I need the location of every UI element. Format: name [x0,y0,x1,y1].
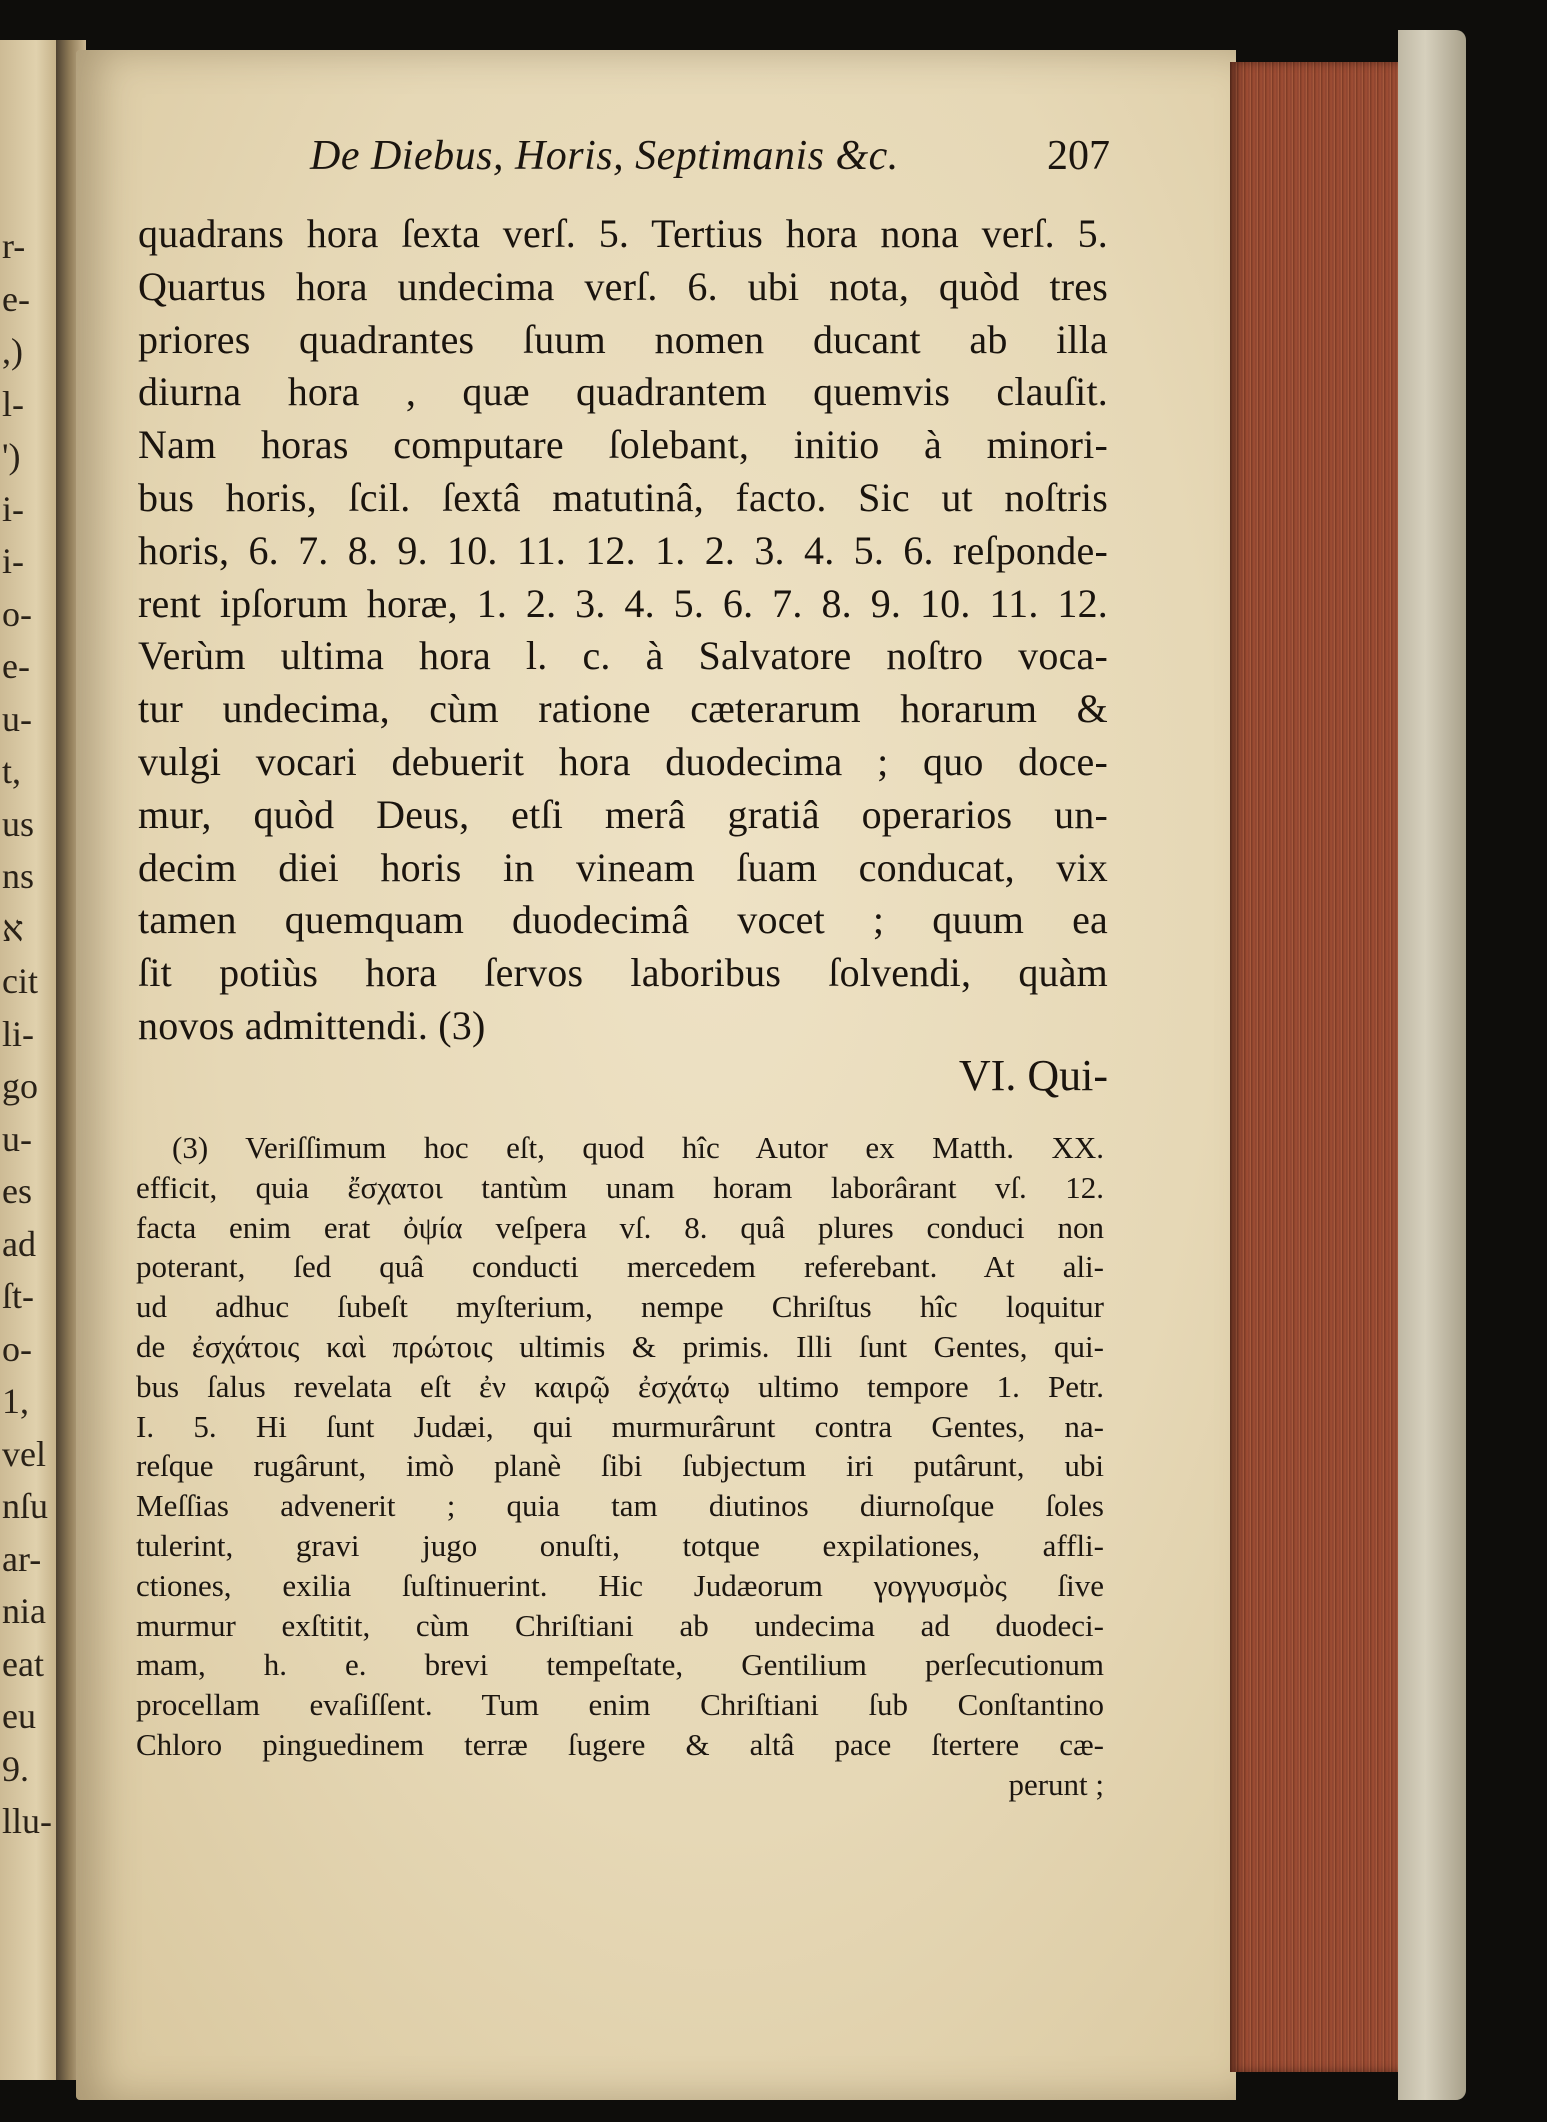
left-page-fragments [2,220,62,1848]
page-edges [1230,62,1400,2072]
left-page-fragment: ') [2,436,21,476]
footnote-line: poterant, ſed quâ conducti mercedem referebant. At ali- [136,1249,1104,1285]
left-page-fragment: e- [2,646,30,686]
footnote-line: facta enim erat ὀψία veſpera vſ. 8. quâ plures conduci non [136,1209,1104,1245]
footnote-line: (3) Veriſſimum hoc eſt, quod hîc Autor ex Matth. XX. [172,1130,1104,1165]
main-text [138,208,1108,1053]
footnote-line: bus ſalus revelata eſt ἐν καιρῷ ἐσχάτῳ ultimo tempore 1. Petr. [136,1368,1104,1404]
text-line: rent ipſorum horæ, 1. 2. 3. 4. 5. 6. 7. 8. 9. 10. 11. 12. [138,580,1108,626]
catchword-row [138,1050,1108,1110]
footnote-line: procellam evaſiſſent. Tum enim Chriſtiani ſub Conſtantino [136,1687,1104,1723]
left-page-fragment: ſt- [2,1276,34,1316]
text-line: ſit potiùs hora ſervos laboribus ſolvendi, quàm [138,950,1108,996]
left-page-fragment: u- [2,698,32,739]
text-line: vulgi vocari debuerit hora duodecima ; quo docе- [138,738,1108,784]
left-page-fragment: u- [2,1118,32,1159]
left-page-fragment: es [2,1171,32,1211]
left-page-fragment: r- [2,226,26,266]
left-page-fragment: i- [2,541,24,581]
left-page-fragment: ad [2,1223,36,1264]
footnote-line: ctiones, exilia ſuſtinuerint. Hic Judæorum γογγυσμὸς ſive [136,1567,1104,1603]
footnote [136,1128,1104,1805]
left-page-fragment: nia [2,1591,46,1631]
text-line: tur undecima, cùm ratione cæterarum horarum & [138,686,1108,732]
left-page-fragment: eu [2,1696,36,1736]
running-head-title: De Diebus, Horis, Septimanis &c. [310,133,899,179]
footnote-line: Chloro pinguedinem terræ ſugere & altâ pace ſtertere cæ- [136,1726,1104,1762]
text-line: diurna hora , quæ quadrantem quemvis clauſit. [138,369,1108,415]
footnote-line: de ἐσχάτοις καὶ πρώτοις ultimis & primis. Illi ſunt Gentes, qui- [136,1328,1104,1364]
footnote-line: mam, h. e. brevi tempeſtate, Gentilium perſecutionum [136,1647,1104,1683]
left-page-fragment: ,) [2,331,23,371]
footnote-line: tulerint, gravi jugo onuſti, totque expilationes, affli- [136,1527,1104,1563]
left-page-fragment: us [2,803,35,844]
left-page-fragment: cit [2,961,38,1001]
footnote-line: murmur exſtitit, cùm Chriſtiani ab undecima ad duodeci- [136,1607,1104,1643]
footnote-line: Meſſias advenerit ; quia tam diutinos diurnoſque ſoles [136,1488,1104,1524]
left-page-fragment: llu- [2,1801,52,1841]
page-number: 207 [1047,133,1110,179]
book-cover [1398,30,1466,2100]
left-page-fragment: ns [2,856,35,896]
left-page-fragment: vel [2,1433,46,1474]
text-line: tamen quemquam duodecimâ vocet ; quum ea [138,897,1108,943]
left-page-fragment: eat [2,1643,44,1684]
left-page-fragment: א [2,908,24,949]
text-line: bus horis, ſcil. ſextâ matutinâ, facto. Sic ut noſtris [138,474,1108,520]
text-line: novos admittendi. (3) [138,1002,486,1048]
text-line: Verùm ultima hora l. c. à Salvatore noſtro voca- [138,633,1108,679]
text-line: quadrans hora ſexta verſ. 5. Tertius hora nona verſ. 5. [138,211,1108,256]
left-page-fragment: 9. [2,1748,29,1789]
left-page-fragment: li- [2,1013,34,1054]
text-line: mur, quòd Deus, etſi merâ gratiâ operarios un- [138,791,1108,837]
text-line: decim diei horis in vineam ſuam conducat, vix [138,844,1108,890]
left-page-fragment: t, [2,751,22,791]
text-line: priores quadrantes ſuum nomen ducant ab illa [138,316,1108,362]
footnote-line: reſque rugârunt, imò planè ſibi ſubjectum iri putârunt, ubi [136,1448,1104,1484]
left-page-fragment: l- [2,383,24,424]
footnote-line: efficit, quia ἔσχατοι tantùm unam horam laborârant vſ. 12. [136,1169,1104,1205]
running-head [310,132,1110,192]
left-page-fragment: go [2,1066,38,1106]
left-page-fragment: ar- [2,1538,42,1579]
text-line: Nam horas computare ſolebant, initio à minori- [138,422,1108,468]
footnote-line: perunt ; [1008,1766,1104,1802]
left-page-fragment: o- [2,1328,32,1369]
left-page-fragment: o- [2,593,32,634]
footnote-line: I. 5. Hi ſunt Judæi, qui murmurârunt contra Gentes, na- [136,1408,1104,1444]
left-page-fragment: i- [2,488,24,529]
left-page-fragment: e- [2,278,30,319]
left-page-fragment: nſu [2,1486,49,1526]
left-page-fragment: 1, [2,1381,29,1421]
catchword: VI. Qui- [958,1051,1108,1100]
text-line: horis, 6. 7. 8. 9. 10. 11. 12. 1. 2. 3. 4. 5. 6. reſponde- [138,527,1108,573]
text-line: Quartus hora undecima verſ. 6. ubi nota, quòd tres [138,263,1108,309]
footnote-line: ud adhuc ſubeſt myſterium, nempe Chriſtus hîc loquitur [136,1289,1104,1325]
